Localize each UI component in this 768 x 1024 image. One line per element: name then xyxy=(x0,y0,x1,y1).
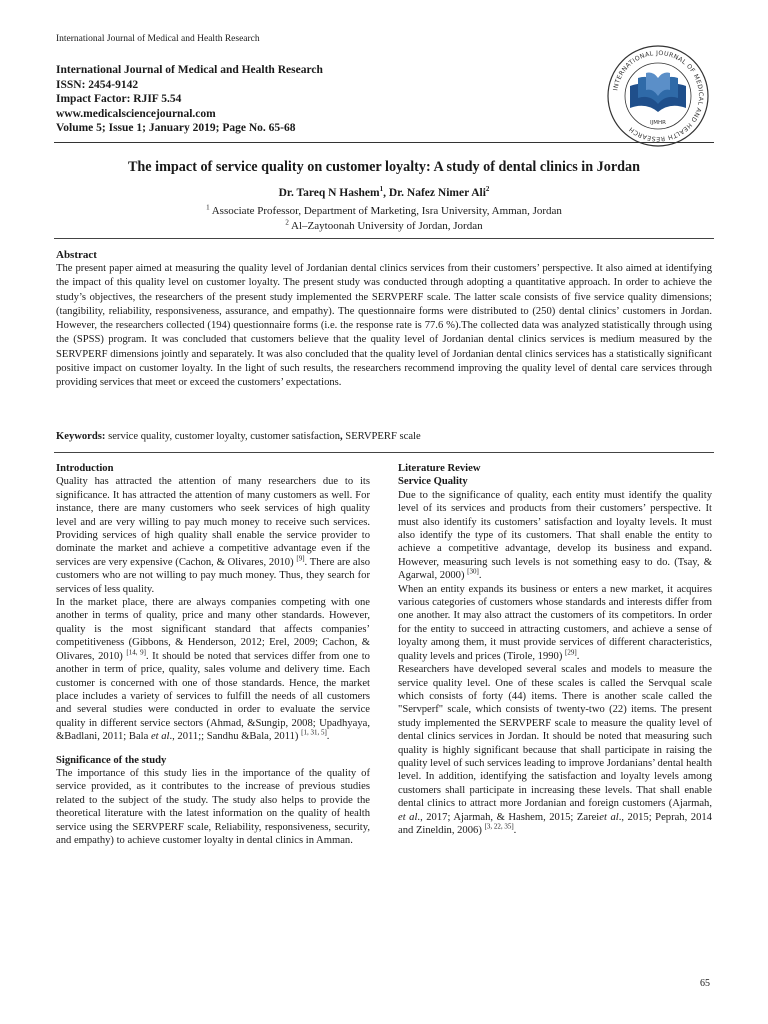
literature-paragraph-2: When an entity expands its business or enters a new market, it acquires various categories of customers whose standards and interests differ from one another. It may also attract the customers of its competitors. In order for the entity to succeed in attracting customers, and achieve a sense of loyalty among them, it must provide services of different characteristics, quality levels and prices (Tirole, 1990) [29]. xyxy=(398,583,712,662)
logo-bottom-text: IJMHR xyxy=(650,120,666,126)
header-divider xyxy=(54,142,714,143)
open-book-icon xyxy=(630,73,686,112)
affiliation-2: $^2$ Al–Zaytoonah University of Jordan, Jordan xyxy=(285,218,483,232)
article-title: The impact of service quality on customer loyalty: A study of dental clinics in Jordan xyxy=(127,159,641,175)
keywords-label: Keywords: xyxy=(56,431,106,442)
abstract-heading: Abstract xyxy=(56,249,97,261)
author-2: Dr. Nafez Nimer Ali xyxy=(388,187,486,199)
introduction-paragraph-1: Quality has attracted the attention of many researchers due to its significance. It has attracted the attention of many customers as well. For instance, there are many customers who seek services of high quality level and are very willing to pay much money to receive such services. Providing services of high quality shall enable the service provider to dominate the market and achieve a competitive advantage even if the services are very expensive (Cachon, & Olivares, 2010) [9]. There are also customers who are not willing to pay much money. Thus, they search for services of less quality. xyxy=(56,476,370,595)
journal-name: International Journal of Medical and Health Research xyxy=(56,64,323,76)
keywords-divider xyxy=(54,452,714,453)
journal-logo xyxy=(606,44,710,148)
affiliation-1: $^1$ Associate Professor, Department of Marketing, Isra University, Amman, Jordan xyxy=(206,203,562,217)
page-number: 65 xyxy=(700,978,710,989)
left-column xyxy=(56,462,370,847)
author-1: Dr. Tareq N Hashem xyxy=(278,187,380,199)
introduction-paragraph-2: In the market place, there are always companies competing with one another in terms of quality, price and many other standards. However, quality is the most significant standard that affects companies’ competitiveness (Gibbons, & Henderson, 2012; Erel, 2009; Cachon, & Olivares, 2010) [14, 9]. It should be noted that services differ from one to another in term of price, quality, sales volume and delivery time. Each customer is concerned with one of those standards. Hence, the market place includes a variety of services to fulfill the needs of all customers and several studies were conducted in order to evaluate the service quality in different service sectors (Ahmad, &Sungip, 2008; Upadhyaya, &Badlani, 2011; Bala et al., 2011;; Sandhu &Bala, 2011) [1, 31, 5]. xyxy=(56,597,370,743)
abstract-divider xyxy=(54,238,714,239)
journal-website[interactable]: www.medicalsciencejournal.com xyxy=(56,107,216,120)
literature-heading: Literature Review xyxy=(398,463,481,474)
significance-body: The importance of this study lies in the importance of the quality of service provided, as it contributes to the increase of previous studies related to the subject of the study. The study also helps to provide the theoretical literature with the latest information on the quality of health service using the SERVPERF scale, Reliability, responsiveness, security, and empathy) to achieve customer loyalty in dental clinics in Amman. xyxy=(56,767,370,846)
literature-paragraph-1: Due to the significance of quality, each entity must identify the quality level of its services and products from their customers’ perspective. It must also identify its customers’ satisfaction and loyalty levels. It must also identify the type of its customers. That shall enable the entity to achieve a competitive advantage, develop its business and expand. However, measuring such levels is not something easy to do. (Tsay, & Agarwal, 2000) [30]. xyxy=(398,489,712,582)
keywords-list: service quality, customer loyalty, customer satisfaction xyxy=(105,431,340,442)
literature-paragraph-3: Researchers have developed several scales and models to measure the service quality level. One of these scales is called the Servqual scale which consists of forty (44) items. There is another scale called the "Servperf" scale, which consists of twenty-two (22) items. The present study implemented the SERVPERF scale to measure the quality level of dental clinics services in Jordan. It should be noted that measuring such quality is highly significant because that shall participate in raising the quality level of such services leading to improve Jordanians’ dental health level. In addition, identifying the satisfaction and loyalty levels among customers shall participate in increasing these levels. That shall enable dental clinics to attract more Jordanian and foreign customers (Ajarmah, et al., 2017; Ajarmah, & Hashem, 2015; Zareiet al., 2015; Peprah, 2014 and Zineldin, 2006) [3, 22, 35]. xyxy=(398,664,712,836)
service-quality-subheading: Service Quality xyxy=(398,476,468,488)
abstract-body: The present paper aimed at measuring the quality level of Jordanian dental clinics services from their customers’ perspective. It also aimed at identifying the impact of this quality level on customer loyalty. The present study was conducted through adopting a quantitative approach. In order to achieve the study’s objectives, the researchers of the present study implemented the SERVPERF scale. The latter scale consists of five service quality dimensions; (tangibility, reliability, responsiveness, assurance, and empathy). The questionnaire forms were distributed to (250) dental clinics’ customers in Jordan. However, the researchers collected (194) questionnaire forms (i.e. the response rate is 77.6 %).The collected data was analyzed statistically through using the (SPSS) program. It was concluded that customers believe that the quality level of Jordanian dental clinics services is medium measured by the SERVPERF dimensions jointly and separately. It was also concluded that the quality level of Jordanian dental clinics services has a statistically significant positive impact on customer loyalty. In the light of such results, the researchers recommend improving the quality level of dental care services through providing services that meet or exceed the customers’ expectations. xyxy=(56,263,712,389)
journal-impact-factor: Impact Factor: RJIF 5.54 xyxy=(56,93,182,106)
journal-info xyxy=(56,63,323,136)
journal-issn: ISSN: 2454-9142 xyxy=(56,78,139,91)
journal-volume: Volume 5; Issue 1; January 2019; Page No. 65-68 xyxy=(56,122,296,135)
right-column xyxy=(398,462,712,837)
significance-heading: Significance of the study xyxy=(56,754,167,766)
authors: Dr. Tareq N Hashem$^1$, Dr. Nafez Nimer Ali$^2$ xyxy=(278,185,490,199)
logo-ring-text: INTERNATIONAL JOURNAL OF MEDICAL AND HEALTH RESEARCH xyxy=(612,49,705,143)
introduction-heading: Introduction xyxy=(56,463,114,474)
keywords: Keywords: service quality, customer loyalty, customer satisfaction, SERVPERF scale xyxy=(56,431,421,442)
running-head: International Journal of Medical and Health Research xyxy=(56,34,260,44)
